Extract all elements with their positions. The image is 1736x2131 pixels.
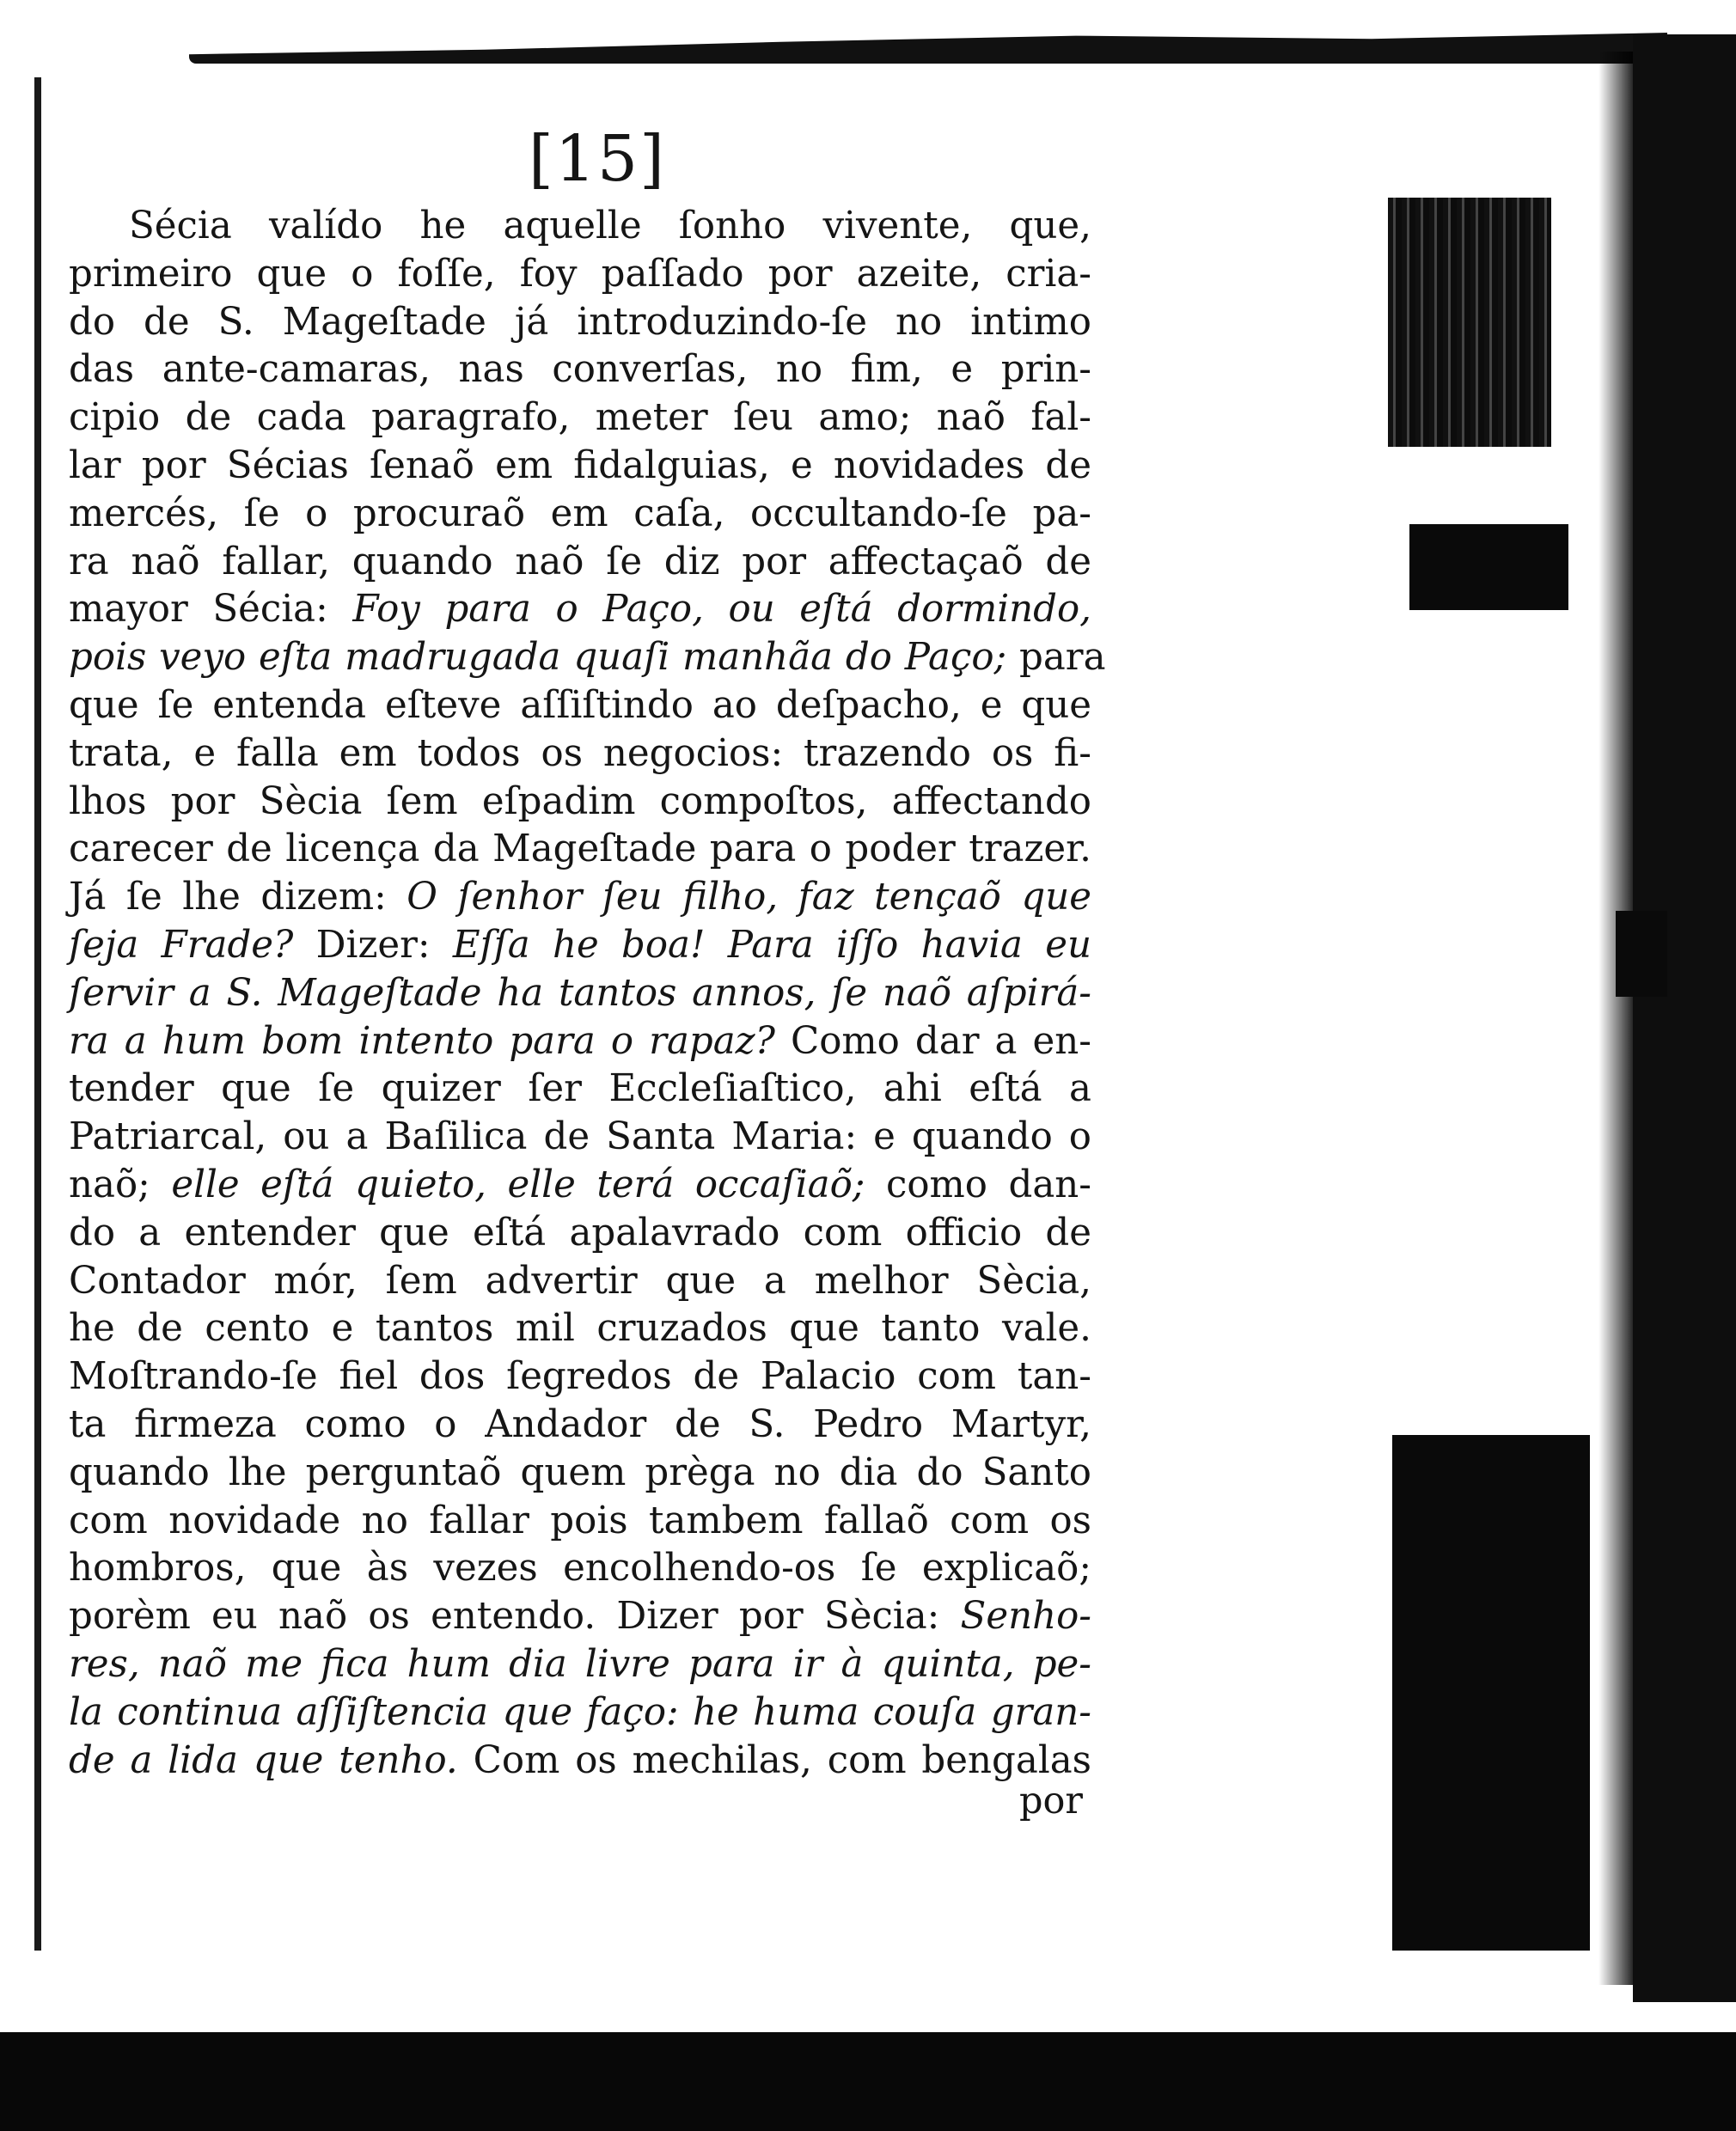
text-line: carecer de licença da Mageſtade para o poder trazer. [69,827,1091,871]
text-line: cipio de cada paragrafo, meter ſeu amo; naõ fal- [69,396,1091,440]
scan-edge-bottom [0,2032,1736,2131]
text-line: hombros, que às vezes encolhendo-os ſe explicaõ; [69,1547,1091,1591]
text-line: res, naõ me fica hum dia livre para ir à quinta, pe- [69,1642,1091,1686]
book-page [69,120,1106,1823]
catchword: por [1019,1780,1083,1823]
text-line: mayor Sécia: Foy para o Paço, ou eſtá dormindo, [69,588,1091,632]
scan-blot [1616,911,1667,997]
text-line: tender que ſe quizer ſer Eccleſiaſtico, ahi eſtá a [69,1067,1091,1111]
scan-edge-right [1633,34,1736,2002]
text-line: Já ſe lhe dizem: O ſenhor ſeu filho, faz tençaõ que [69,876,1091,919]
text-line: Contador mór, ſem advertir que a melhor Sècia, [69,1259,1091,1303]
text-line: la continua aſſiſtencia que faço: he huma couſa gran- [69,1690,1091,1734]
text-line: que ſe entenda eſteve aſſiſtindo ao deſpacho, e que [69,683,1091,727]
text-line: ſeja Frade? Dizer: Eſſa he boa! Para iſſo havia eu [69,923,1091,967]
text-line: he de cento e tantos mil cruzados que tanto vale. [69,1307,1091,1351]
text-line: mercés, ſe o procuraõ em caſa, occultando-ſe pa- [69,492,1091,535]
text-line: do a entender que eſtá apalavrado com officio de [69,1211,1091,1255]
scan-edge-left [34,77,41,1951]
text-line: quando lhe perguntaõ quem prèga no dia do Santo [69,1450,1091,1494]
text-line: Sécia valído he aquelle ſonho vivente, que, [129,205,1091,247]
text-line: pois veyo eſta madrugada quaſi manhãa do Paço; para [69,636,1106,680]
text-line: Patriarcal, ou a Baſilica de Santa Maria: e quando o [69,1115,1091,1159]
text-line: porèm eu naõ os entendo. Dizer por Sècia: Senho- [69,1595,1091,1639]
scan-blot [1409,524,1568,610]
text-line: trata, e falla em todos os negocios: trazendo os fi- [69,731,1091,775]
text-line: das ante-camaras, nas converſas, no fim, e prin- [69,348,1091,392]
text-line: ſervir a S. Mageſtade ha tantos annos, ſe naõ aſpirá- [69,971,1091,1015]
text-line: Moſtrando-ſe fiel dos ſegredos de Palacio com tan- [69,1355,1091,1399]
page-number: [15] [529,122,666,196]
text-line: do de S. Mageſtade já introduzindo-ſe no intimo [69,300,1091,344]
text-line: naõ; elle eſtá quieto, elle terá occaſiaõ; como dan- [69,1163,1092,1206]
scan-edge-top [189,33,1667,64]
body-text [69,203,1106,1785]
text-line: ra a hum bom intento para o rapaz? Como dar a en- [69,1019,1092,1063]
text-line: primeiro que o foſſe, foy paſſado por azeite, cria- [69,252,1091,296]
text-line: ta firmeza como o Andador de S. Pedro Martyr, [69,1402,1091,1446]
text-line: com novidade no fallar pois tambem fallaõ com os [69,1499,1091,1542]
text-line: de a lida que tenho. Com os mechilas, com bengalas [69,1738,1091,1782]
scan-blot [1388,198,1551,447]
scan-shadow-right [1598,52,1633,1985]
scan-blot [1392,1435,1590,1951]
text-line: lar por Sécias ſenaõ em fidalguias, e novidades de [69,443,1091,487]
text-line: lhos por Sècia ſem eſpadim compoſtos, affectando [69,779,1091,823]
text-line: ra naõ fallar, quando naõ ſe diz por affectaçaõ de [69,540,1091,583]
